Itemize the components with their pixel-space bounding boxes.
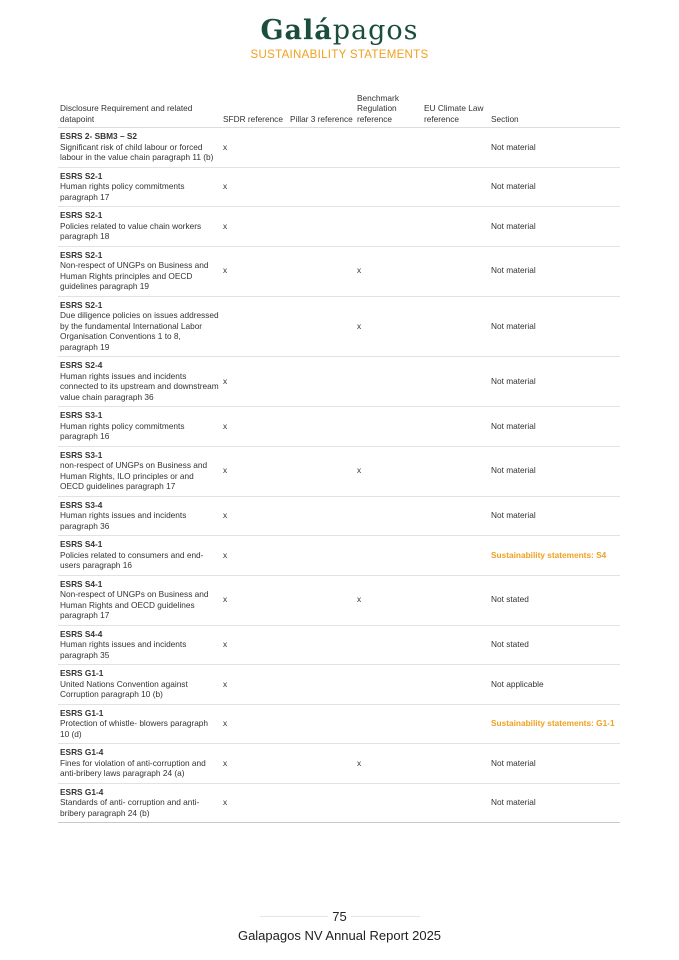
climate-law-mark [422,496,489,536]
table-row [58,783,620,823]
climate-law-mark [422,704,489,744]
pillar3-mark [288,744,355,784]
pillar3-mark [288,357,355,407]
section-cell: Not material [489,246,620,296]
pillar3-mark [288,536,355,576]
section-cell: Not material [489,357,620,407]
disclosure-code: ESRS S3-4 [60,499,103,510]
climate-law-mark [422,246,489,296]
logo-bold-part: Galá [260,15,333,46]
disclosure-description: Fines for violation of anti-corruption and anti-bribery laws paragraph 24 (a) [60,757,206,778]
benchmark-mark [355,665,422,705]
pillar3-mark [288,207,355,247]
climate-law-mark [422,407,489,447]
sfdr-mark: x [221,625,288,665]
column-header-benchmark: Benchmark Regulation reference [355,92,422,128]
benchmark-mark: x [355,296,422,357]
benchmark-mark: x [355,446,422,496]
table-row [58,167,620,207]
sfdr-mark: x [221,704,288,744]
table-row [58,128,620,168]
section-cell: Not material [489,207,620,247]
table-row [58,575,620,625]
section-cell: Not material [489,128,620,168]
pillar3-mark [288,496,355,536]
table-row [58,625,620,665]
disclosure-code: ESRS S2-1 [60,210,103,220]
pillar3-mark [288,407,355,447]
disclosure-description: non-respect of UNGPs on Business and Human Rights, ILO principles or and OECD guidelines paragraph 17 [60,460,208,491]
page-number: 75 [328,909,350,924]
disclosure-description: Human rights policy commitments paragraph 16 [60,420,185,441]
benchmark-mark [355,536,422,576]
column-header-disclosure: Disclosure Requirement and related datapoint [58,92,221,128]
pillar3-mark [288,128,355,168]
disclosure-cell [58,704,221,744]
disclosure-cell [58,357,221,407]
table-row [58,446,620,496]
sfdr-mark: x [221,665,288,705]
disclosure-cell [58,625,221,665]
section-subtitle: SUSTAINABILITY STATEMENTS [250,49,429,61]
climate-law-mark [422,446,489,496]
sfdr-mark: x [221,407,288,447]
benchmark-mark [355,496,422,536]
disclosure-cell [58,783,221,823]
galapagos-logo [0,14,679,48]
pillar3-mark [288,246,355,296]
disclosure-code: ESRS S3-1 [60,449,103,460]
disclosure-code: ESRS S3-1 [60,410,103,420]
disclosure-description: Significant risk of child labour or forced labour in the value chain paragraph 11 (b) [60,141,214,162]
table-row [58,357,620,407]
table-body [58,128,620,823]
column-header-climate-law: EU Climate Law reference [422,92,489,128]
disclosure-cell [58,744,221,784]
benchmark-mark [355,704,422,744]
disclosure-code: ESRS G1-4 [60,747,104,757]
disclosure-code: ESRS G1-4 [60,786,104,797]
pillar3-mark [288,704,355,744]
table-row [58,207,620,247]
sfdr-mark: x [221,536,288,576]
climate-law-mark [422,128,489,168]
climate-law-mark [422,625,489,665]
pillar3-mark [288,575,355,625]
benchmark-mark [355,625,422,665]
section-cell: Not material [489,496,620,536]
disclosure-code: ESRS S2-1 [60,299,103,310]
disclosure-description: Human rights issues and incidents connected to its upstream and downstream value chain paragraph 36 [60,370,219,402]
benchmark-mark [355,167,422,207]
logo-light-part: pagos [332,15,419,46]
column-header-sfdr: SFDR reference [221,92,288,128]
disclosure-cell [58,496,221,536]
disclosure-code: ESRS S4-4 [60,628,103,639]
benchmark-mark [355,357,422,407]
section-link[interactable]: Sustainability statements: S4 [489,536,620,576]
climate-law-mark [422,665,489,705]
pillar3-mark [288,296,355,357]
sfdr-mark: x [221,575,288,625]
sfdr-mark: x [221,246,288,296]
disclosure-description: Standards of anti- corruption and anti-bribery paragraph 24 (b) [60,797,200,818]
section-cell: Not material [489,783,620,823]
sfdr-mark: x [221,357,288,407]
disclosure-description: Human rights issues and incidents paragraph 35 [60,639,187,660]
sfdr-mark: x [221,446,288,496]
benchmark-mark: x [355,246,422,296]
disclosure-cell [58,246,221,296]
benchmark-mark: x [355,744,422,784]
climate-law-mark [422,167,489,207]
column-header-section: Section [489,92,620,128]
climate-law-mark [422,783,489,823]
datapoints-table [58,92,620,823]
benchmark-mark [355,783,422,823]
climate-law-mark [422,357,489,407]
column-header-pillar3: Pillar 3 reference [288,92,355,128]
benchmark-mark: x [355,575,422,625]
climate-law-mark [422,575,489,625]
disclosure-cell [58,207,221,247]
disclosure-code: ESRS S4-1 [60,539,103,549]
sfdr-mark: x [221,744,288,784]
benchmark-mark [355,128,422,168]
disclosure-cell [58,536,221,576]
page-footer [0,908,679,943]
disclosure-description: Protection of whistle- blowers paragraph 10 (d) [60,718,209,739]
section-link[interactable]: Sustainability statements: G1-1 [489,704,620,744]
disclosure-cell [58,446,221,496]
disclosure-cell [58,167,221,207]
pillar3-mark [288,783,355,823]
section-cell: Not material [489,446,620,496]
table-row [58,744,620,784]
table-row [58,704,620,744]
sfdr-mark: x [221,783,288,823]
sfdr-mark: x [221,496,288,536]
disclosure-description: Non-respect of UNGPs on Business and Human Rights principles and OECD guidelines paragraph 19 [60,260,209,291]
disclosure-code: ESRS 2- SBM3 – S2 [60,131,138,141]
table-row [58,665,620,705]
climate-law-mark [422,536,489,576]
climate-law-mark [422,207,489,247]
benchmark-mark [355,407,422,447]
disclosure-cell [58,575,221,625]
disclosure-description: United Nations Convention against Corruption paragraph 10 (b) [60,678,188,699]
pillar3-mark [288,625,355,665]
disclosure-description: Non-respect of UNGPs on Business and Human Rights and OECD guidelines paragraph 17 [60,589,209,620]
pillar3-mark [288,167,355,207]
disclosure-code: ESRS G1-1 [60,668,104,678]
climate-law-mark [422,744,489,784]
benchmark-mark [355,207,422,247]
disclosure-code: ESRS S2-1 [60,170,103,181]
disclosure-description: Policies related to value chain workers paragraph 18 [60,220,202,241]
section-cell: Not material [489,296,620,357]
disclosure-code: ESRS G1-1 [60,707,104,718]
section-cell: Not material [489,167,620,207]
disclosure-code: ESRS S2-4 [60,360,103,370]
disclosure-description: Policies related to consumers and end-users paragraph 16 [60,549,204,570]
disclosure-description: Human rights issues and incidents paragraph 36 [60,510,187,531]
section-cell: Not stated [489,625,620,665]
climate-law-mark [422,296,489,357]
disclosure-description: Due diligence policies on issues addressed by the fundamental International Labor Organisation Conventions 1 to 8, paragraph 19 [60,310,219,352]
disclosure-description: Human rights policy commitments paragraph 17 [60,181,185,202]
disclosure-code: ESRS S4-1 [60,578,103,589]
table-row [58,496,620,536]
disclosure-cell [58,128,221,168]
disclosure-cell [58,665,221,705]
sfdr-mark: x [221,207,288,247]
sfdr-mark: x [221,128,288,168]
table-row [58,246,620,296]
disclosure-code: ESRS S2-1 [60,249,103,260]
section-cell: Not material [489,407,620,447]
disclosure-cell [58,296,221,357]
section-cell: Not material [489,744,620,784]
table-header-row [58,92,620,128]
pillar3-mark [288,446,355,496]
section-cell: Not applicable [489,665,620,705]
disclosure-cell [58,407,221,447]
report-title: Galapagos NV Annual Report 2025 [237,928,442,943]
table-row [58,407,620,447]
section-cell: Not stated [489,575,620,625]
page-header [0,14,679,61]
table-row [58,536,620,576]
table-row [58,296,620,357]
sfdr-mark [221,296,288,357]
pillar3-mark [288,665,355,705]
sfdr-mark: x [221,167,288,207]
